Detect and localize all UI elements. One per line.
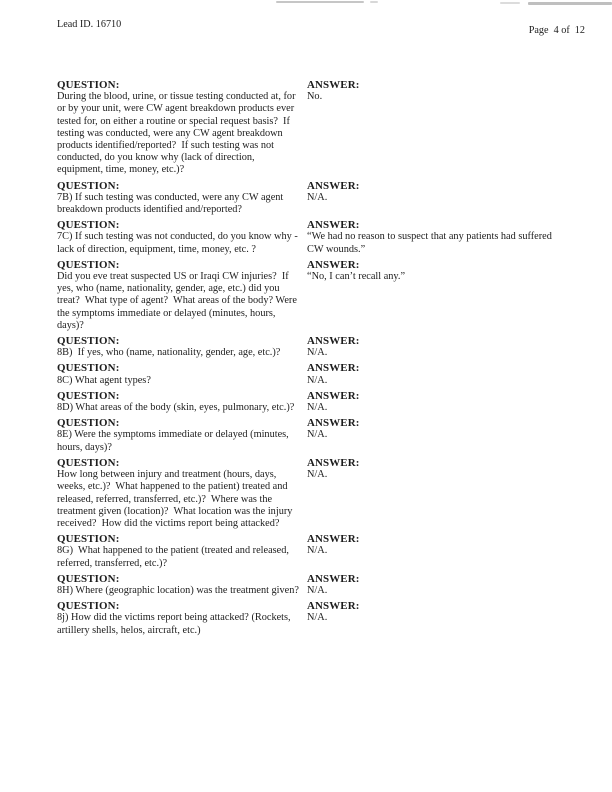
answer-heading: ANSWER: xyxy=(307,179,360,192)
answer-heading: ANSWER: xyxy=(307,572,360,585)
qa-list xyxy=(57,79,569,640)
answer-text: N/A. xyxy=(307,374,328,386)
question-column xyxy=(57,79,307,177)
question-heading: QUESTION: xyxy=(57,179,120,192)
answer-column xyxy=(307,573,565,597)
answer-text: N/A. xyxy=(307,191,328,203)
question-text: 8E) Were the symptoms immediate or delayed (minutes, hours, days)? xyxy=(57,429,292,453)
answer-column xyxy=(307,180,565,204)
qa-row xyxy=(57,259,569,332)
question-heading: QUESTION: xyxy=(57,600,120,613)
question-column xyxy=(57,335,307,359)
answer-heading: ANSWER: xyxy=(307,219,360,232)
qa-row xyxy=(57,457,569,530)
question-heading: QUESTION: xyxy=(57,335,120,348)
question-column xyxy=(57,362,307,386)
qa-row xyxy=(57,390,569,414)
question-text: During the blood, urine, or tissue testing conducted at, for or by your unit, were CW agent breakdown products ever tested for, on either a routine or special request basis? If testing was conducted, were any CW agent breakdown products identified/reported? If such testing was not conducted, do you know why (lack of direction, equipment, time, money, etc.)? xyxy=(57,91,299,176)
answer-heading: ANSWER: xyxy=(307,335,360,348)
question-text: How long between injury and treatment (hours, days, weeks, etc.)? What happened to the patient) treated and released, referred, transferred, etc.)? Where was the treatment given (location)? What location was the injury received? How did the victims report being attacked? xyxy=(57,469,295,529)
answer-text: N/A. xyxy=(307,584,328,596)
answer-text: N/A. xyxy=(307,469,328,481)
answer-text: N/A. xyxy=(307,429,328,441)
answer-column xyxy=(307,335,565,359)
answer-heading: ANSWER: xyxy=(307,600,360,613)
question-text: 8B) If yes, who (name, nationality, gender, age, etc.)? xyxy=(57,347,281,359)
answer-column xyxy=(307,79,565,103)
answer-text: N/A. xyxy=(307,347,328,359)
question-text: 8H) Where (geographic location) was the treatment given? xyxy=(57,584,299,596)
qa-row xyxy=(57,533,569,570)
answer-text: “We had no reason to suspect that any patients had suffered CW wounds.” xyxy=(307,231,555,255)
question-heading: QUESTION: xyxy=(57,389,120,402)
answer-column xyxy=(307,219,565,256)
lead-id-label: Lead ID. 16710 xyxy=(57,19,122,30)
answer-heading: ANSWER: xyxy=(307,258,360,271)
qa-row xyxy=(57,600,569,637)
answer-heading: ANSWER: xyxy=(307,79,360,91)
question-column xyxy=(57,417,307,454)
question-text: 7B) If such testing was conducted, were any CW agent breakdown products identified and/reported? xyxy=(57,191,286,216)
answer-column xyxy=(307,390,565,414)
answer-heading: ANSWER: xyxy=(307,533,360,546)
question-column xyxy=(57,219,307,256)
question-heading: QUESTION: xyxy=(57,572,120,585)
scan-artifact xyxy=(370,1,378,3)
question-text: 8D) What areas of the body (skin, eyes, pulmonary, etc.)? xyxy=(57,402,295,414)
question-heading: QUESTION: xyxy=(57,362,120,375)
question-text: 8C) What agent types? xyxy=(57,374,151,386)
answer-heading: ANSWER: xyxy=(307,362,360,375)
answer-column xyxy=(307,417,565,441)
question-column xyxy=(57,457,307,530)
qa-row xyxy=(57,573,569,597)
page-number-label: Page 4 of 12 xyxy=(528,25,585,36)
answer-text: N/A. xyxy=(307,545,328,557)
qa-row xyxy=(57,180,569,217)
question-text: 8j) How did the victims report being attacked? (Rockets, artillery shells, helos, aircraft, etc.) xyxy=(57,612,294,636)
qa-row xyxy=(57,417,569,454)
answer-column xyxy=(307,259,565,283)
scan-artifact xyxy=(276,1,364,3)
question-text: Did you eve treat suspected US or Iraqi CW injuries? If yes, who (name, nationality, gender, age, etc.) did you treat? What type of agent? What areas of the body? Were the symptoms immediate or delayed (minutes, hours, days)? xyxy=(57,271,300,331)
question-text: 8G) What happened to the patient (treated and released, referred, transferred, etc.)? xyxy=(57,545,292,569)
question-text: 7C) If such testing was not conducted, do you know why - lack of direction, equipment, time, money, etc. ? xyxy=(57,231,301,255)
question-column xyxy=(57,573,307,597)
question-column xyxy=(57,533,307,570)
qa-row xyxy=(57,335,569,359)
answer-heading: ANSWER: xyxy=(307,456,360,469)
question-heading: QUESTION: xyxy=(57,456,120,469)
answer-heading: ANSWER: xyxy=(307,417,360,430)
qa-row xyxy=(57,79,569,177)
answer-text: No. xyxy=(307,91,323,103)
question-column xyxy=(57,259,307,332)
question-heading: QUESTION: xyxy=(57,258,120,271)
answer-text: N/A. xyxy=(307,612,328,624)
answer-heading: ANSWER: xyxy=(307,389,360,402)
question-column xyxy=(57,180,307,217)
question-heading: QUESTION: xyxy=(57,533,120,546)
answer-text: N/A. xyxy=(307,402,328,414)
question-heading: QUESTION: xyxy=(57,219,120,232)
question-heading: QUESTION: xyxy=(57,79,120,91)
question-column xyxy=(57,600,307,637)
answer-column xyxy=(307,600,565,624)
qa-row xyxy=(57,362,569,386)
answer-text: “No, I can’t recall any.” xyxy=(307,271,406,283)
question-heading: QUESTION: xyxy=(57,417,120,430)
answer-column xyxy=(307,457,565,481)
scan-artifact xyxy=(500,2,520,4)
answer-column xyxy=(307,362,565,386)
question-column xyxy=(57,390,307,414)
answer-column xyxy=(307,533,565,557)
scan-artifact xyxy=(528,2,612,5)
qa-row xyxy=(57,219,569,256)
